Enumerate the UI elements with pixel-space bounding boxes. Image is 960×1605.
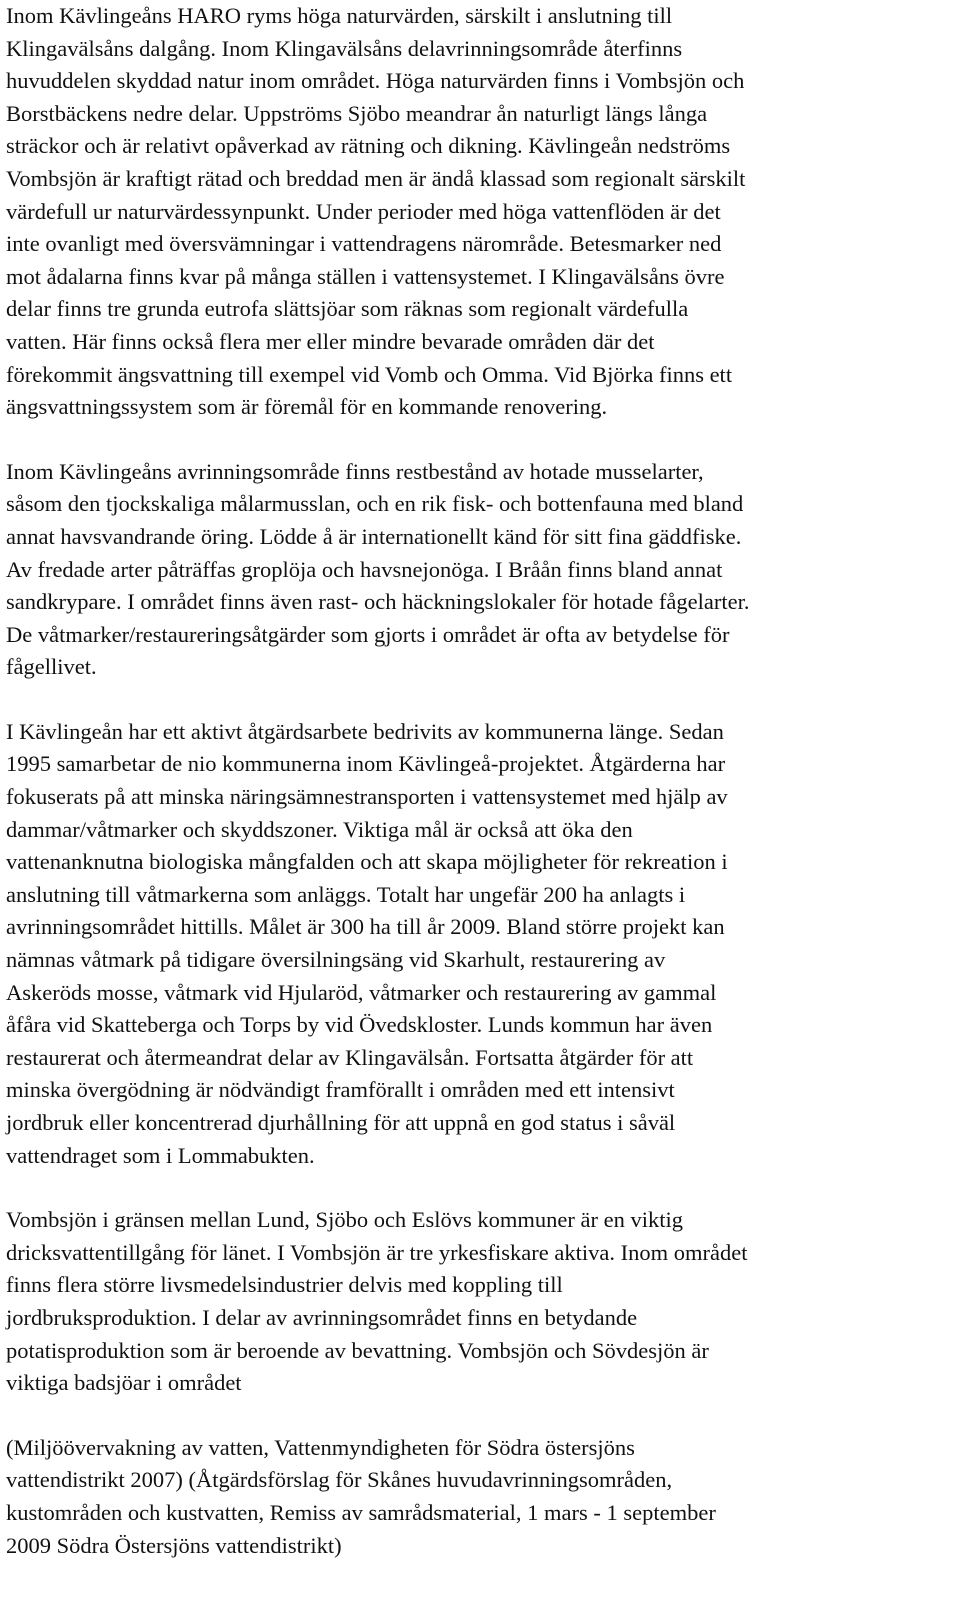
text-line: inte ovanligt med översvämningar i vattendragens närområde. Betesmarker ned (6, 231, 722, 257)
text-line: 1995 samarbetar de nio kommunerna inom Kävlingeå-projektet. Åtgärderna har (6, 751, 726, 777)
paragraph-references (6, 1432, 951, 1562)
text-line: dricksvattentillgång för länet. I Vombsjön är tre yrkesfiskare aktiva. Inom området (6, 1239, 748, 1265)
text-line: värdefull ur naturvärdessynpunkt. Under perioder med höga vattenflöden är det (6, 198, 721, 224)
text-line: annat havsvandrande öring. Lödde å är internationellt känd för sitt fina gäddfiske. (6, 523, 742, 549)
text-line: delar finns tre grunda eutrofa slättsjöar som räknas som regionalt värdefulla (6, 296, 689, 322)
text-line: sträckor och är relativt opåverkad av rätning och dikning. Kävlingeån nedströms (6, 133, 731, 159)
text-line: jordbruk eller koncentrerad djurhållning för att uppnå en god status i såväl (6, 1110, 676, 1135)
text-line: Av fredade arter påträffas groplöja och havsnejonöga. I Bråån finns bland annat (6, 556, 723, 582)
text-line: åfåra vid Skatteberga och Torps by vid Övedskloster. Lunds kommun har även (6, 1012, 713, 1038)
text-line: Vombsjön är kraftigt rätad och breddad men är ändå klassad som regionalt särskilt (6, 165, 746, 191)
text-line: såsom den tjockskaliga målarmusslan, och en rik fisk- och bottenfauna med bland (6, 491, 744, 517)
text-line: minska övergödning är nödvändigt framförallt i områden med ett intensivt (6, 1077, 675, 1103)
text-line: I Kävlingeån har ett aktivt åtgärdsarbete bedrivits av kommunerna länge. Sedan (6, 718, 724, 744)
text-line: fågellivet. (6, 654, 97, 680)
paragraph-vombsjon (6, 1204, 951, 1400)
text-line: Klingavälsåns dalgång. Inom Klingavälsåns delavrinningsområde återfinns (6, 35, 683, 61)
paragraph-arter (6, 456, 951, 684)
text-line: 2009 Södra Östersjöns vattendistrikt) (6, 1532, 342, 1558)
text-line: restaurerat och återmeandrat delar av Klingavälsån. Fortsatta åtgärder för att (6, 1044, 694, 1070)
text-line: Askeröds mosse, våtmark vid Hjularöd, våtmarker och restaurering av gammal (6, 979, 717, 1005)
text-line: (Miljöövervakning av vatten, Vattenmyndigheten för Södra östersjöns (6, 1434, 635, 1460)
text-line: nämnas våtmark på tidigare översilningsäng vid Skarhult, restaurering av (6, 947, 666, 973)
document-page (6, 0, 951, 1562)
text-line: avrinningsområdet hittills. Målet är 300 ha till år 2009. Bland större projekt kan (6, 914, 725, 940)
text-line: huvuddelen skyddad natur inom området. Höga naturvärden finns i Vombsjön och (6, 68, 745, 94)
paragraph-atgardsarbete (6, 716, 951, 1172)
text-line: fokuserats på att minska näringsämnestransporten i vattensystemet med hjälp av (6, 784, 728, 810)
text-line: vatten. Här finns också flera mer eller mindre bevarade områden där det (6, 328, 655, 354)
text-line: mot ådalarna finns kvar på många ställen i vattensystemet. I Klingavälsåns övre (6, 263, 725, 289)
text-line: dammar/våtmarker och skyddszoner. Viktiga mål är också att öka den (6, 816, 633, 842)
text-line: De våtmarker/restaureringsåtgärder som gjorts i området är ofta av betydelse för (6, 621, 730, 647)
text-line: vattenanknutna biologiska mångfalden och att skapa möjligheter för rekreation i (6, 849, 728, 875)
text-line: Vombsjön i gränsen mellan Lund, Sjöbo och Eslövs kommuner är en viktig (6, 1207, 684, 1233)
text-line: potatisproduktion som är beroende av bevattning. Vombsjön och Sövdesjön är (6, 1337, 709, 1363)
text-line: jordbruksproduktion. I delar av avrinningsområdet finns en betydande (6, 1304, 638, 1330)
text-line: Inom Kävlingeåns HARO ryms höga naturvärden, särskilt i anslutning till (6, 3, 673, 28)
text-line: förekommit ängsvattning till exempel vid Vomb och Omma. Vid Björka finns ett (6, 361, 733, 387)
text-line: kustområden och kustvatten, Remiss av samrådsmaterial, 1 mars - 1 september (6, 1499, 716, 1525)
text-line: ängsvattningssystem som är föremål för en kommande renovering. (6, 394, 608, 420)
text-line: Inom Kävlingeåns avrinningsområde finns restbestånd av hotade musselarter, (6, 458, 704, 484)
paragraph-naturvarden (6, 0, 951, 424)
text-line: finns flera större livsmedelsindustrier delvis med koppling till (6, 1272, 563, 1298)
text-line: anslutning till våtmarkerna som anläggs. Totalt har ungefär 200 ha anlagts i (6, 881, 686, 907)
text-line: vattendistrikt 2007) (Åtgärdsförslag för Skånes huvudavrinningsområden, (6, 1467, 673, 1493)
text-line: viktiga badsjöar i området (6, 1370, 242, 1396)
text-line: sandkrypare. I området finns även rast- och häckningslokaler för hotade fågelarter. (6, 589, 750, 615)
text-line: vattendraget som i Lommabukten. (6, 1142, 315, 1168)
text-line: Borstbäckens nedre delar. Uppströms Sjöbo meandrar ån naturligt längs långa (6, 100, 708, 126)
